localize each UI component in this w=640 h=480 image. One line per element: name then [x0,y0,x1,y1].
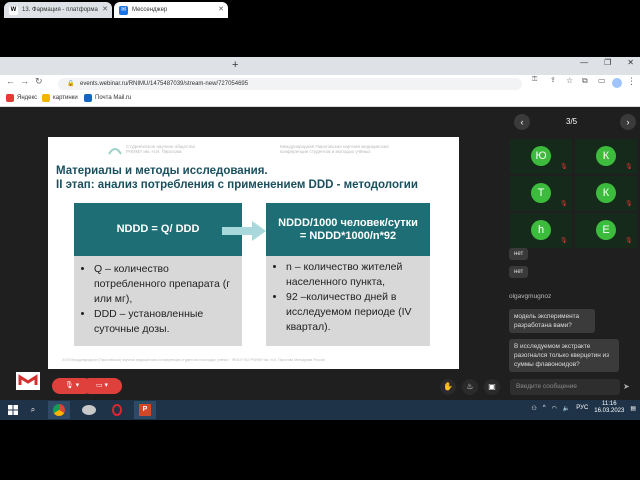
participant-tile[interactable] [575,213,637,248]
menu-icon[interactable]: ⋮ [627,76,636,86]
windows-icon [8,405,18,415]
participant-avatar: Т [531,183,551,203]
lock-icon: 🔒 [67,81,75,87]
tab-messenger[interactable] [114,2,228,18]
maximize-icon[interactable]: ❐ [604,58,612,67]
list-item: • Q – количество потребленного препарата (г или мг), [94,262,236,307]
minimize-icon[interactable]: — [580,58,589,67]
send-icon[interactable]: ➤ [623,382,630,391]
screen-icon: ▣ [488,382,496,391]
chat-message: В исследуемом экстракте разогнался только кверцетин из суммы флавоноидов? [509,339,619,372]
formula-box-left [74,203,242,346]
forward-icon[interactable]: → [20,76,29,86]
webinar-logo [16,372,40,390]
prev-page-button[interactable]: ‹ [514,114,530,130]
participant-avatar: К [596,146,616,166]
taskbar-app[interactable] [78,401,100,419]
messenger-favicon-icon: ✉ [120,7,127,13]
mic-muted-icon: 🎙 [625,201,633,207]
close-icon[interactable]: ✕ [218,6,224,13]
new-tab-button[interactable]: + [232,59,239,71]
participant-tile[interactable] [575,176,637,211]
raise-hand-button[interactable] [440,379,456,395]
wiki-favicon-icon: W [10,7,17,13]
address-bar[interactable] [58,78,522,90]
system-tray [531,401,636,415]
reactions-button[interactable] [462,379,478,395]
profile-avatar[interactable] [612,78,622,88]
flame-icon: ♨ [466,382,474,391]
presentation-slide [48,137,459,369]
key-icon[interactable]: ⚿ [532,76,538,83]
bookmark-images[interactable]: картинки [42,94,78,102]
slide-title: Материалы и методы исследования. II этап: анализ потребления с применением DDD - методологии [56,165,418,191]
notifications-icon[interactable]: ▤ [630,405,636,412]
star-icon[interactable]: ☆ [566,76,574,85]
extensions-icon[interactable]: ⧉ [582,76,588,85]
participant-tile[interactable] [510,176,572,211]
images-icon [42,94,50,102]
people-icon[interactable]: ⚇ [531,405,537,412]
page-indicator: 3/5 [566,117,578,126]
chevron-up-icon[interactable]: ^ [542,405,546,411]
tab-label: Мессенджер [132,7,168,13]
window-controls [580,58,634,67]
org-right-text: Международная Пироговская научная медицинская конференция студентов и молодых учёных [280,144,389,154]
back-icon[interactable]: ← [6,76,15,86]
mic-off-icon: 🎙 ▾ [64,382,80,389]
sidebar-icon[interactable]: ▭ [598,76,606,85]
chat-input[interactable]: Введите сообщение [510,379,620,395]
slide-footer: XVIII Международная (Пироговская) научная медицинская конференция студентов и молодых учёных · ФГАОУ ВО РНИМУ им. Н.И. Пирогова Минздрава России [62,358,325,362]
tab-strip [0,57,640,75]
chrome-icon [53,404,65,416]
volume-icon[interactable]: 🔈 [562,405,571,412]
bookmark-yandex[interactable]: Яндекс [6,94,37,102]
chat-reply: нет [509,248,528,260]
start-button[interactable] [2,401,24,419]
chat-message: модель эксперимента разработана вами? [509,309,595,333]
formula-right-body [266,256,430,346]
participant-avatar: h [531,220,551,240]
clock[interactable]: 11:16 16.03.2023 [594,401,625,414]
participant-avatar: Е [596,220,616,240]
participant-tile[interactable] [575,139,637,174]
hand-icon: ✋ [443,382,453,391]
mic-muted-icon: 🎙 [560,238,568,244]
participant-avatar: К [596,183,616,203]
share-icon[interactable]: ⇪ [550,77,556,84]
list-item: • 92 –количество дней в исследуемом периоде (IV квартал). [286,290,424,335]
org-left-text: Студенческое научное общество РНИМУ им. Н.И. Пирогова [126,144,196,154]
camera-toggle-button[interactable] [82,378,122,394]
list-item: • DDD – установленные суточные дозы. [94,307,236,337]
arrow-right-icon [222,221,266,246]
participant-tile[interactable] [510,139,572,174]
close-icon[interactable]: ✕ [102,6,108,13]
participant-tile[interactable] [510,213,572,248]
tab-label: 13. Фармация - платформа [22,7,98,13]
taskbar-chrome[interactable] [48,401,70,419]
bottom-letterbox [0,420,640,480]
chat-reply: нет [509,266,528,278]
bookmark-mail[interactable]: Почта Mail.ru [84,94,131,102]
formula-box-right [266,203,430,346]
url-text: events.webinar.ru/RNIMU/1475487039/stream-new/727054695 [80,81,249,87]
formula-left-header: NDDD = Q/ DDD [74,203,242,256]
app-icon [82,405,96,415]
next-page-button[interactable]: › [620,114,636,130]
mic-muted-icon: 🎙 [625,164,633,170]
screen-share-button[interactable] [484,379,500,395]
close-window-icon[interactable]: ✕ [627,58,634,67]
tab-platform[interactable] [4,2,112,18]
yandex-icon [6,94,14,102]
reload-icon[interactable]: ↻ [35,76,43,86]
mic-muted-icon: 🎙 [625,238,633,244]
mic-muted-icon: 🎙 [560,201,568,207]
sno-logo-icon [108,143,122,155]
formula-left-body [74,256,242,346]
camera-off-icon: ▭ ▾ [95,382,109,389]
wifi-icon[interactable]: ◠ [551,405,557,412]
formula-right-header: NDDD/1000 человек/сутки = NDDD*1000/n*92 [266,203,430,256]
language-indicator[interactable]: РУС [576,405,589,411]
list-item: • n – количество жителей населенного пункта, [286,260,424,290]
taskbar-powerpoint[interactable] [134,401,156,419]
participant-avatar: Ю [531,146,551,166]
chat-username: olgavgmugnoz [509,293,552,300]
powerpoint-icon: P [139,404,151,416]
mic-muted-icon: 🎙 [560,164,568,170]
opera-icon [112,404,122,416]
mail-icon [84,94,92,102]
taskbar-opera[interactable] [106,401,128,419]
search-icon[interactable]: ⌕ [30,405,36,414]
